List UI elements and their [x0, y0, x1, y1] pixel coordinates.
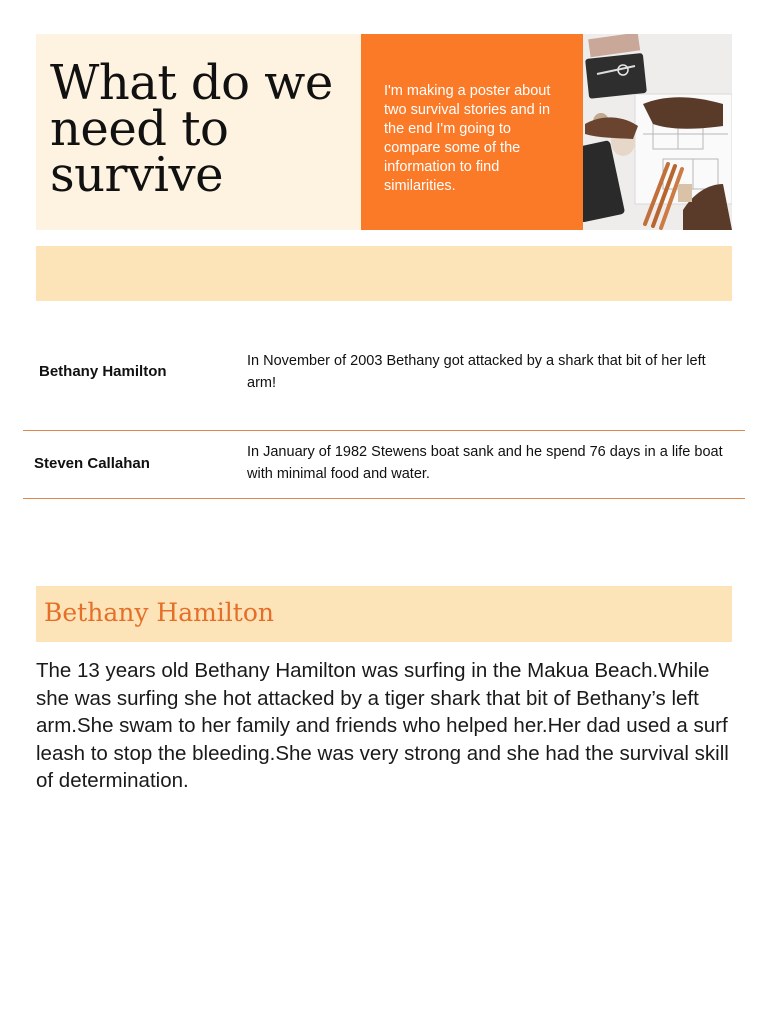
table-row — [23, 431, 745, 499]
survivor-description: In November of 2003 Bethany got attacked by a shark that bit of her left arm! — [247, 353, 706, 391]
table-row — [23, 334, 745, 431]
intro-panel — [361, 34, 583, 230]
desk-photo — [583, 34, 732, 230]
page-title: What do we need to survive — [50, 55, 333, 203]
survivor-table — [23, 334, 745, 499]
survivor-description: In January of 1982 Stewens boat sank and he spend 76 days in a life boat with minimal food and water. — [247, 444, 723, 482]
survivor-name: Steven Callahan — [34, 455, 150, 472]
section-header — [36, 586, 732, 642]
title-panel — [36, 34, 361, 230]
survivor-name: Bethany Hamilton — [39, 363, 167, 380]
intro-text: I'm making a poster about two survival stories and in the end I'm going to compare some of the information to find similarities. — [384, 83, 551, 194]
header-band — [36, 246, 732, 301]
section-body: The 13 years old Bethany Hamilton was surfing in the Makua Beach.While she was surfing she hot attacked by a tiger shark that bit of Bethany’s left arm.She swam to her family and friends who helped her.Her dad used a surf leash to stop the bleeding.She was very strong and she had the survival skill of determination. — [36, 659, 729, 792]
section-title: Bethany Hamilton — [44, 598, 274, 627]
poster-header — [36, 34, 732, 230]
desk-photo-image — [583, 34, 732, 230]
